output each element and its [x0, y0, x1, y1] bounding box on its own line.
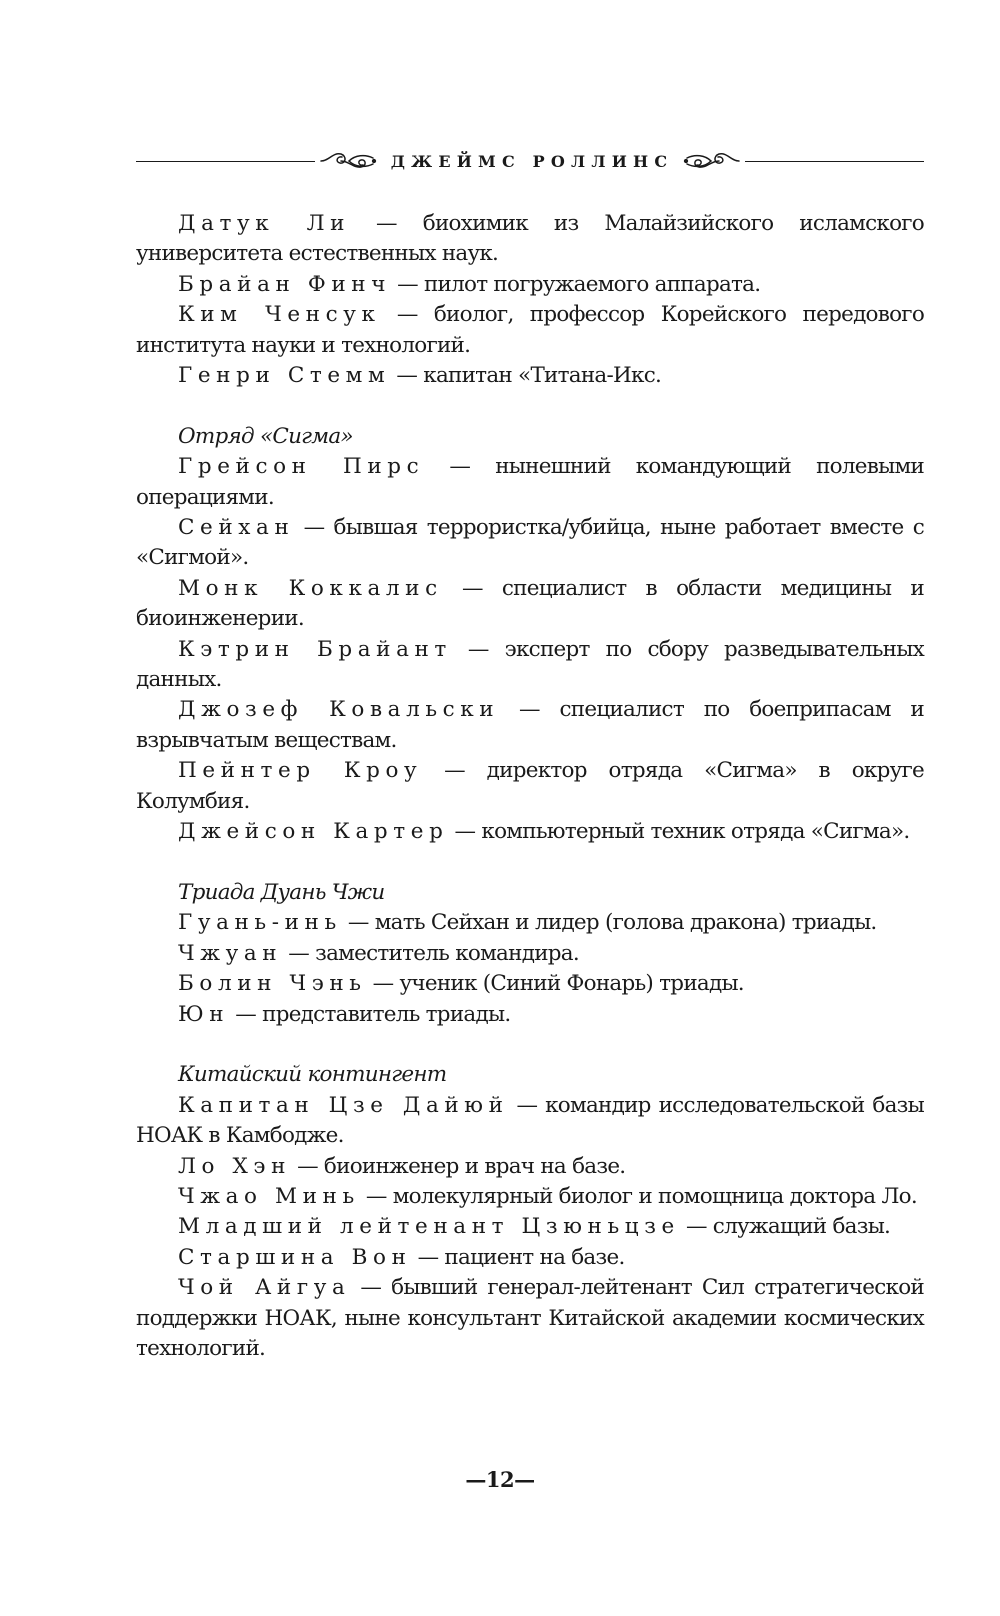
- character-name: Старшина Вон: [178, 1244, 412, 1270]
- character-entry: Сейхан — бывшая террористка/убийца, ныне работает вместе с «Сигмой».: [136, 515, 924, 571]
- character-entry: Монк Коккалис — специалист в области медицины и биоинженерии.: [136, 575, 924, 632]
- header-rule-right: [745, 161, 924, 162]
- header-rule-left: [136, 161, 315, 162]
- character-entry: Юн — представитель триады.: [178, 1001, 511, 1027]
- character-entry: Джозеф Ковальски — специалист по боеприпасам и взрывчатым веществам.: [136, 697, 925, 753]
- character-name: Сейхан: [178, 515, 295, 541]
- character-description: эксперт по сбору разведывательных данных.: [136, 636, 924, 693]
- character-description: капитан «Титана-Икс.: [423, 363, 662, 389]
- running-header: [136, 144, 924, 178]
- character-entry: Капитан Цзе Дайюй — командир исследовательской базы НОАК в Камбодже.: [136, 1092, 924, 1149]
- flourish-ornament-left-icon: [319, 148, 377, 174]
- character-entry: Чжао Минь — молекулярный биолог и помощница доктора Ло.: [178, 1183, 917, 1209]
- character-description: представитель триады.: [262, 1001, 511, 1027]
- character-entry: Датук Ли — биохимик из Малайзийского исламского университета естественных наук.: [136, 211, 924, 267]
- section-title-chinese-contingent: Китайский контингент: [178, 1062, 447, 1088]
- character-name: Юн: [178, 1001, 230, 1027]
- header-author: ДЖЕЙМС РОЛЛИНС: [390, 151, 674, 171]
- character-entry: Грейсон Пирс — нынешний командующий полевыми операциями.: [136, 454, 924, 510]
- character-description: биоинженер и врач на базе.: [323, 1153, 626, 1179]
- character-description: биолог, профессор Корейского передового института науки и технологий.: [136, 302, 925, 358]
- character-name: Чжао Минь: [178, 1183, 360, 1209]
- character-entry: Кэтрин Брайант — эксперт по сбору разведывательных данных.: [136, 636, 924, 693]
- character-description: служащий базы.: [712, 1214, 891, 1240]
- character-list: [136, 209, 924, 1364]
- character-name: Чой Айгуа: [178, 1275, 351, 1301]
- character-entry: Брайан Финч — пилот погружаемого аппарата.: [178, 271, 761, 297]
- character-entry: Младший лейтенант Цзюньцзе — служащий базы.: [178, 1214, 891, 1240]
- character-description: ученик (Синий Фонарь) триады.: [399, 971, 744, 997]
- character-name: Джейсон Картер: [178, 819, 449, 845]
- flourish-ornament-right-icon: [683, 148, 741, 174]
- character-name: Капитан Цзе Дайюй: [178, 1092, 509, 1118]
- character-name: Младший лейтенант Цзюньцзе: [178, 1214, 680, 1240]
- character-description: молекулярный биолог и помощница доктора Ло.: [392, 1183, 917, 1209]
- character-entry: Чжуан — заместитель командира.: [178, 940, 579, 966]
- character-description: биохимик из Малайзийского исламского университета естественных наук.: [136, 211, 924, 267]
- character-description: бывшая террористка/убийца, ныне работает вместе с «Сигмой».: [136, 515, 924, 571]
- character-description: компьютерный техник отряда «Сигма».: [481, 819, 910, 845]
- character-name: Джозеф Ковальски: [178, 697, 500, 723]
- character-name: Болин Чэнь: [178, 971, 367, 997]
- character-entry: Генри Стемм — капитан «Титана-Икс.: [178, 363, 662, 389]
- character-description: заместитель командира.: [315, 940, 579, 966]
- character-entry: Ло Хэн — биоинженер и врач на базе.: [178, 1153, 626, 1179]
- character-entry: Гуань-инь — мать Сейхан и лидер (голова дракона) триады.: [178, 910, 877, 936]
- page-number: —12—: [465, 1467, 535, 1492]
- character-entry: Ким Ченсук — биолог, профессор Корейского передового института науки и технологий.: [136, 302, 925, 358]
- character-name: Гуань-инь: [178, 910, 342, 936]
- character-name: Монк Коккалис: [178, 575, 443, 601]
- character-description: специалист в области медицины и биоинженерии.: [136, 575, 924, 632]
- character-entry: Пейнтер Кроу — директор отряда «Сигма» в округе Колумбия.: [136, 758, 924, 814]
- character-description: командир исследовательской базы НОАК в Камбодже.: [136, 1092, 924, 1149]
- character-description: специалист по боеприпасам и взрывчатым веществам.: [136, 697, 925, 753]
- character-name: Ло Хэн: [178, 1153, 291, 1179]
- character-description: нынешний командующий полевыми операциями.: [136, 454, 924, 510]
- character-name: Грейсон Пирс: [178, 454, 425, 480]
- character-description: мать Сейхан и лидер (голова дракона) триады.: [374, 910, 877, 936]
- character-description: директор отряда «Сигма» в округе Колумбия.: [136, 758, 924, 814]
- character-name: Ким Ченсук: [178, 302, 381, 328]
- section-title-triad: Триада Дуань Чжи: [178, 879, 385, 905]
- character-name: Датук Ли: [178, 211, 351, 236]
- character-entry: Болин Чэнь — ученик (Синий Фонарь) триады.: [178, 971, 744, 997]
- character-name: Генри Стемм: [178, 363, 391, 389]
- character-description: бывший генерал-лейтенант Сил стратегической поддержки НОАК, ныне консультант Китайской академии космических технологий.: [136, 1275, 925, 1361]
- section-title-sigma: Отряд «Сигма»: [178, 423, 353, 449]
- character-entry: Чой Айгуа — бывший генерал-лейтенант Сил стратегической поддержки НОАК, ныне консультант Китайской академии космических технологий.: [136, 1275, 925, 1361]
- character-name: Кэтрин Брайант: [178, 636, 452, 662]
- character-name: Чжуан: [178, 940, 283, 966]
- character-description: пилот погружаемого аппарата.: [423, 271, 761, 297]
- character-entry: Джейсон Картер — компьютерный техник отряда «Сигма».: [178, 819, 910, 845]
- character-description: пациент на базе.: [444, 1244, 625, 1270]
- character-name: Пейнтер Кроу: [178, 758, 423, 784]
- character-name: Брайан Финч: [178, 271, 392, 297]
- character-entry: Старшина Вон — пациент на базе.: [178, 1244, 625, 1270]
